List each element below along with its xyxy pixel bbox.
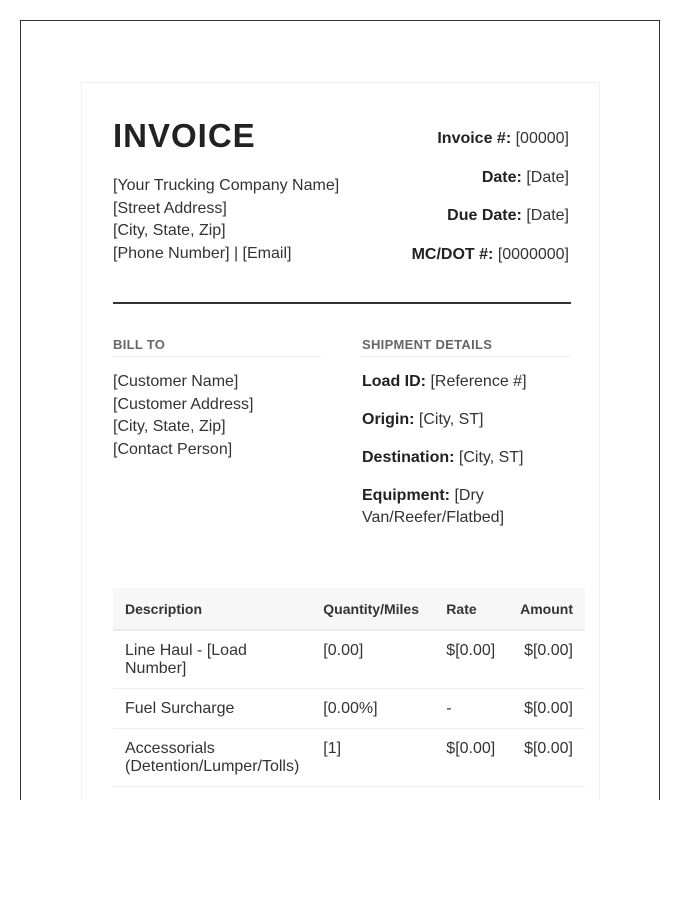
sender-address <box>113 175 339 265</box>
customer-city: [City, State, Zip] <box>113 418 226 435</box>
customer-name: [Customer Name] <box>113 373 239 390</box>
invoice-number-value: [00000] <box>515 130 569 147</box>
table-row <box>113 630 585 689</box>
equipment-item <box>362 485 571 529</box>
due-date-row <box>412 206 569 245</box>
mc-dot-label: MC/DOT #: <box>411 245 494 263</box>
destination-item <box>362 447 571 469</box>
phone-email: [Phone Number] | [Email] <box>113 244 292 262</box>
mc-dot-value: [0000000] <box>497 245 569 263</box>
line-items-table <box>113 588 585 787</box>
table-row <box>113 689 585 729</box>
cell-amount: $[0.00] <box>507 729 585 787</box>
invoice-number-label: Invoice #: <box>437 130 512 147</box>
invoice-meta <box>412 129 569 283</box>
invoice-date-value: [Date] <box>526 168 569 186</box>
load-id-label: Load ID: <box>362 373 426 390</box>
destination-value: [City, ST] <box>458 449 524 466</box>
bill-to-heading: BILL TO <box>113 337 322 357</box>
invoice-card <box>81 82 600 800</box>
header-description: Description <box>113 588 311 630</box>
street-address: [Street Address] <box>113 199 227 217</box>
table-row <box>113 729 585 787</box>
header-rate: Rate <box>434 588 507 630</box>
cell-description: Accessorials (Detention/Lumper/Tolls) <box>113 729 311 787</box>
origin-label: Origin: <box>362 411 415 428</box>
invoice-date-row <box>412 168 569 207</box>
due-date-value: [Date] <box>526 207 569 224</box>
invoice-number-row <box>412 129 569 168</box>
invoice-date-label: Date: <box>481 168 522 186</box>
bill-to-address <box>113 371 254 461</box>
shipment-details <box>362 371 571 545</box>
cell-quantity: [0.00%] <box>311 689 434 729</box>
city-state-zip: [City, State, Zip] <box>113 222 226 239</box>
cell-amount: $[0.00] <box>507 689 585 729</box>
destination-label: Destination: <box>362 449 455 466</box>
customer-address: [Customer Address] <box>113 395 254 413</box>
document-page <box>20 20 660 800</box>
header-amount: Amount <box>507 588 585 630</box>
invoice-title: INVOICE <box>113 117 256 154</box>
cell-rate: $[0.00] <box>434 729 507 787</box>
cell-rate: - <box>434 689 507 729</box>
mc-dot-row <box>412 245 569 284</box>
due-date-label: Due Date: <box>447 207 522 224</box>
cell-description: Line Haul - [Load Number] <box>113 630 311 689</box>
table-header-row <box>113 588 585 630</box>
header-quantity: Quantity/Miles <box>311 588 434 630</box>
cell-quantity: [1] <box>311 729 434 787</box>
cell-description: Fuel Surcharge <box>113 689 311 729</box>
cell-rate: $[0.00] <box>434 630 507 689</box>
origin-value: [City, ST] <box>418 411 484 428</box>
company-name: [Your Trucking Company Name] <box>113 177 340 194</box>
origin-item <box>362 409 571 431</box>
equipment-value: [Dry Van/Reefer/Flatbed] <box>362 487 505 526</box>
header-divider <box>113 302 571 304</box>
shipment-details-heading: SHIPMENT DETAILS <box>362 337 571 357</box>
load-id-value: [Reference #] <box>430 373 527 390</box>
equipment-label: Equipment: <box>362 487 450 504</box>
contact-person: [Contact Person] <box>113 440 233 458</box>
cell-quantity: [0.00] <box>311 630 434 689</box>
load-id-item <box>362 371 571 393</box>
cell-amount: $[0.00] <box>507 630 585 689</box>
